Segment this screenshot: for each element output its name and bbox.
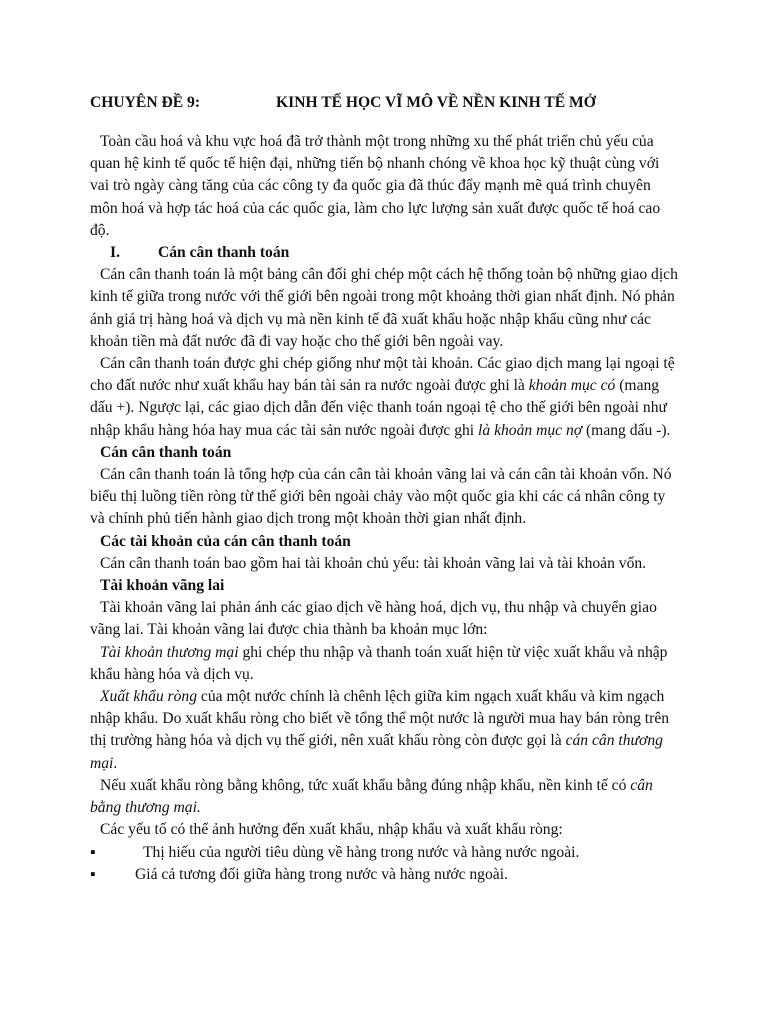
text-run: Nếu xuất khẩu ròng bằng không, tức xuất khẩu bằng đúng nhập khẩu, nền kinh tế có [100,776,631,794]
bop-summary-paragraph: Cán cân thanh toán là tổng hợp của cán cân tài khoản vãng lai và cán cân tài khoản vốn. Nó biểu thị luồng tiền ròng từ thế giới bên ngoài chảy vào một quốc gia khi các cá nhân công ty và chính phủ tiến hành giao dịch trong một khoản thời gian nhất định. [90,466,672,528]
text-run: của một nước chính là chênh lệch giữa kim ngạch xuất khẩu và kim ngạch nhập khẩu. Do xuất khẩu ròng cho biết về tổng thể một nước là người mua hay bán ròng trên thị trường hàng hóa và dịch vụ thế giới, nên xuất khẩu ròng còn được gọi là [90,688,670,750]
bop-definition-paragraph: Cán cân thanh toán là một bảng cân đối ghi chép một cách hệ thống toàn bộ những giao dịch kinh tế giữa trong nước với thế giới bên ngoài trong một khoảng thời gian nhất định. Nó phản ánh giá trị hàng hoá và dịch vụ mà nền kinh tế đã xuất khẩu hoặc nhập khẩu cũng như các khoản tiền mà đất nước đã đi vay hoặc cho thế giới bên ngoài vay. [90,266,678,350]
document-page [90,94,680,886]
chapter-label: CHUYÊN ĐỀ 9: [90,94,201,111]
italic-term: Xuất khẩu ròng [100,688,198,706]
chapter-title: KINH TẾ HỌC VĨ MÔ VỀ NỀN KINH TẾ MỞ [276,94,596,111]
intro-paragraph: Toàn cầu hoá và khu vực hoá đã trở thành một trong những xu thế phát triển chủ yếu của quan hệ kinh tế quốc tế hiện đại, những tiến bộ nhanh chóng về khoa học kỹ thuật cùng với vai trò ngày càng tăng của các công ty đa quốc gia đã thúc đẩy mạnh mẽ quá trình chuyên môn hoá và hợp tác hoá của các quốc gia, làm cho lực lượng sản xuất được quốc tế hoá cao độ. [90,133,661,239]
list-item [90,842,680,864]
text-run: (mang dấu +). Ngược lại, các giao dịch dẫn đến việc thanh toán ngoại tệ cho thế giới bên ngoài như nhập khẩu hàng hóa hay mua các tài sản nước ngoài được ghi [90,377,667,439]
text-run: . [113,754,118,772]
list-item-text: Giá cả tương đối giữa hàng trong nước và hàng nước ngoài. [135,865,508,883]
document-title [90,94,680,116]
italic-term: là khoản mục nợ [478,421,583,439]
subheading-bop-accounts: Các tài khoản của cán cân thanh toán [100,532,351,550]
subheading-bop: Cán cân thanh toán [100,443,232,461]
text-run: ghi chép thu nhập và thanh toán xuất hiện từ việc xuất khẩu và nhập khẩu hàng hóa và dịch vụ. [90,643,668,683]
bullet-icon: ▪ [90,843,96,861]
bop-accounts-paragraph: Cán cân thanh toán bao gồm hai tài khoản chủ yếu: tài khoản vãng lai và tài khoản vốn. [100,554,647,572]
subheading-current-account: Tài khoản vãng lai [100,577,225,595]
section-heading-text: Cán cân thanh toán [158,244,290,262]
italic-term: khoản mục có [528,377,616,395]
net-export-paragraph [90,686,680,775]
text-run: Cán cân thanh toán được ghi chép giống như một tài khoản. Các giao dịch mang lại ngoại tệ cho đất nước như xuất khẩu hay bán tài sản ra nước ngoài được ghi là [90,355,675,395]
trade-account-paragraph [90,642,680,686]
italic-term: Tài khoản thương mại [100,643,239,661]
document-body [90,131,680,886]
bullet-icon: ▪ [90,865,96,883]
trade-balance-paragraph [90,775,680,819]
current-account-paragraph: Tài khoản vãng lai phản ánh các giao dịch về hàng hoá, dịch vụ, thu nhập và chuyển giao vãng lai. Tài khoản vãng lai được chia thành ba khoản mục lớn: [90,599,657,639]
section-heading [90,242,680,264]
italic-term: cán cân thương mại [90,732,663,772]
bop-recording-paragraph [90,353,680,442]
list-item [90,864,680,886]
list-item-text: Thị hiếu của người tiêu dùng về hàng trong nước và hàng nước ngoài. [143,843,580,861]
section-number: I. [110,244,120,262]
italic-term: cân bằng thương mại. [90,776,653,817]
text-run: (mang dấu -). [582,421,671,439]
factors-paragraph: Các yếu tố có thể ảnh hưởng đến xuất khẩu, nhập khẩu và xuất khẩu ròng: [100,821,563,839]
